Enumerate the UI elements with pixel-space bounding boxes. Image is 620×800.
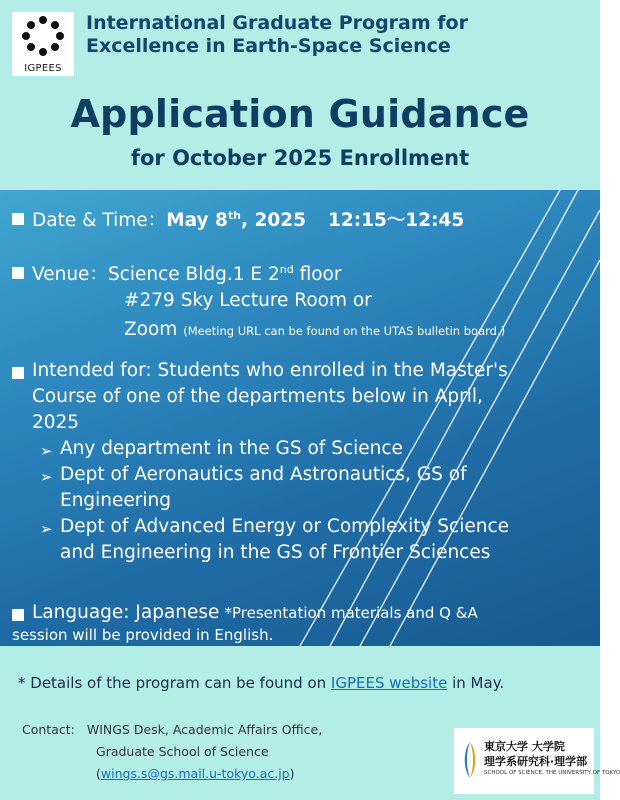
department-item-3: Dept of Advanced Energy or Complexity Science (60, 516, 510, 537)
igpees-logo (12, 12, 74, 76)
language-note-1: *Presentation materials and Q &A (224, 604, 478, 622)
info-panel (0, 190, 600, 646)
contact-row-1 (22, 722, 322, 737)
email-close-paren: ) (289, 766, 295, 781)
page-title: Application Guidance (70, 92, 530, 136)
page-subtitle: for October 2025 Enrollment (130, 146, 470, 170)
program-name (86, 12, 596, 58)
date-suffix: th (227, 208, 241, 222)
square-bullet-icon (12, 609, 24, 621)
contact-email-link[interactable]: wings.s@gs.mail.u-tokyo.ac.jp (100, 766, 290, 781)
details-suffix: in May. (447, 674, 505, 692)
univ-name-english: SCHOOL OF SCIENCE, THE UNIVERSITY OF TOKYO (484, 770, 620, 776)
language-note-2: session will be provided in English. (12, 626, 274, 644)
square-bullet-icon (12, 367, 24, 379)
square-bullet-icon (12, 267, 24, 279)
details-prefix: * Details of the program can be found on (18, 674, 331, 692)
univ-name-line-2: 理学系研究科·理学部 (484, 755, 588, 768)
venue-floor-suffix: nd (279, 262, 294, 276)
venue-zoom-row (124, 319, 505, 340)
time-value: 12:15～12:45 (327, 210, 465, 231)
venue-line-1a: Science Bldg.1 E 2 (107, 264, 280, 285)
igpees-website-link[interactable]: IGPEES website (330, 674, 448, 692)
logo-label: IGPEES (24, 63, 62, 74)
details-note (18, 674, 504, 692)
info-content (0, 190, 600, 646)
contact-office: WINGS Desk, Academic Affairs Office, (86, 722, 323, 737)
language-row (32, 602, 478, 623)
ginkgo-emblem-icon (460, 740, 480, 780)
venue-zoom: Zoom (124, 319, 178, 340)
language-label: Language: Japanese (32, 602, 220, 623)
date-label: Date & Time： (32, 210, 167, 231)
university-logo (454, 728, 620, 794)
department-item-2: Dept of Aeronautics and Astronautics, GS of (60, 464, 467, 485)
univ-name-line-1: 東京大学 大学院 (484, 740, 565, 753)
email-open-paren: ( (96, 766, 101, 781)
contact-email-row (96, 766, 295, 781)
venue-line-1b: floor (293, 264, 342, 285)
arrow-bullet-icon: ➢ (40, 442, 53, 460)
contact-label: Contact: (22, 722, 75, 737)
date-time-row (32, 206, 464, 232)
venue-label: Venue： (32, 264, 108, 285)
zoom-note: (Meeting URL can be found on the UTAS bulletin board.) (183, 324, 506, 338)
date-year: , 2025 (240, 210, 306, 231)
arrow-bullet-icon: ➢ (40, 520, 53, 538)
intended-line-3: 2025 (32, 412, 80, 433)
intended-line-2: Course of one of the departments below in April, (32, 386, 483, 407)
program-line-2: Excellence in Earth-Space Science (86, 35, 451, 57)
date-main: May 8 (166, 210, 228, 231)
venue-row (32, 260, 341, 286)
arrow-bullet-icon: ➢ (40, 468, 53, 486)
square-bullet-icon (12, 213, 24, 225)
department-item-2-cont: Engineering (60, 490, 171, 511)
intended-line-1: Intended for: Students who enrolled in the Master's (32, 360, 508, 381)
department-item-3-cont: and Engineering in the GS of Frontier Sciences (60, 542, 491, 563)
department-item-1: Any department in the GS of Science (60, 438, 403, 459)
program-line-1: International Graduate Program for (86, 12, 468, 34)
dots-ring-icon (20, 14, 66, 58)
contact-school: Graduate School of Science (96, 744, 269, 759)
venue-room: #279 Sky Lecture Room or (124, 290, 372, 311)
